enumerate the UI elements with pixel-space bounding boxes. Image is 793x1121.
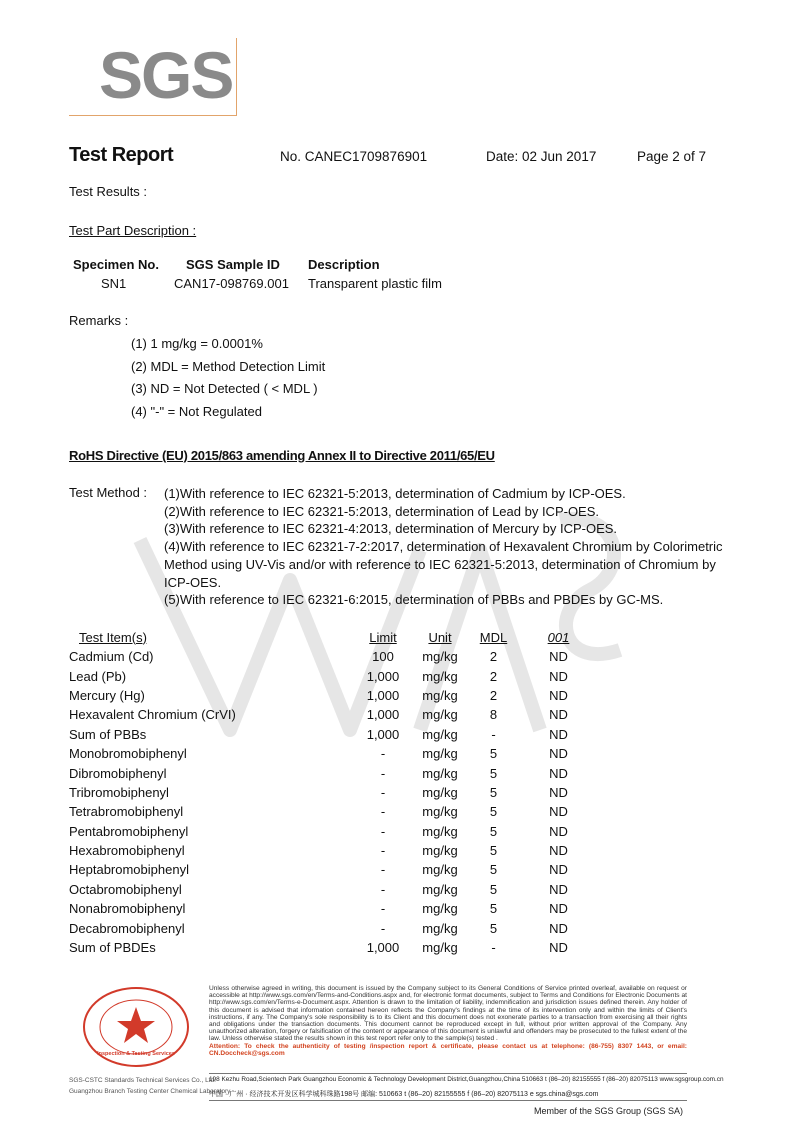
cell-mdl: 2 bbox=[489, 668, 498, 684]
terms-fine-print bbox=[209, 985, 687, 1057]
cell-limit: - bbox=[380, 746, 386, 762]
seal-text: Inspection & Testing Services bbox=[97, 1051, 175, 1057]
table-row bbox=[69, 744, 601, 763]
seal-caption-2: Guangzhou Branch Testing Center Chemical Laboratory bbox=[69, 1088, 231, 1095]
footer-divider bbox=[209, 1100, 687, 1101]
specimen-header-desc: Description bbox=[308, 257, 380, 272]
col-header-unit: Unit bbox=[428, 629, 452, 645]
cell-result-001: ND bbox=[549, 765, 568, 781]
specimen-sample-id: CAN17-098769.001 bbox=[174, 276, 289, 291]
cell-mdl: 5 bbox=[489, 843, 498, 859]
cell-result-001: ND bbox=[549, 862, 568, 878]
cell-limit: - bbox=[380, 862, 386, 878]
cell-test-item: Sum of PBBs bbox=[69, 726, 147, 742]
remark-item: (2) MDL = Method Detection Limit bbox=[131, 359, 326, 374]
cell-test-item: Lead (Pb) bbox=[69, 668, 127, 684]
cell-limit: 1,000 bbox=[366, 687, 400, 703]
cell-test-item: Tetrabromobiphenyl bbox=[69, 804, 184, 820]
address-chinese: 中国 · 广州 · 经济技术开发区科学城科珠路198号 邮编: 510663 t (86–20) 82155555 f (86–20) 82075113 e sgs.china@sgs.com bbox=[209, 1091, 599, 1098]
table-row bbox=[69, 802, 601, 821]
cell-result-001: ND bbox=[549, 784, 568, 800]
test-results-label: Test Results : bbox=[69, 184, 148, 199]
cell-limit: 1,000 bbox=[366, 668, 400, 684]
test-part-label: Test Part Description : bbox=[69, 223, 197, 238]
cell-limit: - bbox=[380, 901, 386, 917]
sgs-logo bbox=[69, 38, 237, 116]
cell-mdl: - bbox=[491, 726, 496, 742]
cell-limit: - bbox=[380, 784, 386, 800]
remarks-label: Remarks : bbox=[69, 313, 129, 328]
cell-mdl: 5 bbox=[489, 823, 498, 839]
cell-result-001: ND bbox=[549, 649, 568, 665]
cell-mdl: 5 bbox=[489, 881, 498, 897]
cell-result-001: ND bbox=[549, 920, 568, 936]
address-english: 198 Kezhu Road,Scientech Park Guangzhou Economic & Technology Development District,Guangzhou,China 510663 t (86–20) 82155555 f (86–20) 82075113 www.sgsgroup.com.cn bbox=[209, 1076, 724, 1083]
cell-unit: mg/kg bbox=[422, 901, 458, 917]
cell-unit: mg/kg bbox=[422, 784, 458, 800]
cell-result-001: ND bbox=[549, 901, 568, 917]
table-row bbox=[69, 705, 601, 724]
cell-unit: mg/kg bbox=[422, 668, 458, 684]
cell-result-001: ND bbox=[549, 940, 568, 956]
table-row bbox=[69, 686, 601, 705]
logo-text: SGS bbox=[99, 38, 233, 112]
cell-test-item: Nonabromobiphenyl bbox=[69, 901, 186, 917]
cell-mdl: 5 bbox=[489, 804, 498, 820]
cell-limit: - bbox=[380, 823, 386, 839]
cell-mdl: 2 bbox=[489, 649, 498, 665]
test-method-line: (3)With reference to IEC 62321-4:2013, determination of Mercury by ICP-OES. bbox=[164, 521, 618, 537]
table-row bbox=[69, 647, 601, 666]
cell-test-item: Dibromobiphenyl bbox=[69, 765, 167, 781]
test-method-line: (1)With reference to IEC 62321-5:2013, determination of Cadmium by ICP-OES. bbox=[164, 486, 626, 501]
cell-result-001: ND bbox=[549, 687, 568, 703]
cell-test-item: Sum of PBDEs bbox=[69, 940, 156, 956]
results-table bbox=[69, 627, 601, 957]
report-date: Date: 02 Jun 2017 bbox=[486, 149, 597, 164]
cell-limit: - bbox=[380, 920, 386, 936]
cell-unit: mg/kg bbox=[422, 726, 458, 742]
cell-mdl: - bbox=[491, 940, 496, 956]
cell-unit: mg/kg bbox=[422, 746, 458, 762]
cell-unit: mg/kg bbox=[422, 881, 458, 897]
cell-unit: mg/kg bbox=[422, 707, 458, 723]
cell-mdl: 5 bbox=[489, 746, 498, 762]
cell-mdl: 5 bbox=[489, 765, 498, 781]
test-method-line: Method using UV-Vis and/or with reference to IEC 62321-5:2013, determination of Chromium by bbox=[164, 556, 716, 572]
cell-test-item: Hexavalent Chromium (CrVI) bbox=[69, 707, 236, 723]
table-row bbox=[69, 860, 601, 879]
terms-text: Unless otherwise agreed in writing, this document is issued by the Company subject to its General Conditions of Service printed overleaf, available on request or accessible at http://www.sgs.com/en/Terms-and-Conditions.aspx and, for electronic format documents, subject to Terms and Conditions for Electronic Documents at http://www.sgs.com/en/Terms-e-Document.aspx. Attention is drawn to the limitation of liability, indemnification and jurisdiction issues defined therein. Any holder of this document is advised that information contained hereon reflects the Company's findings at the time of its intervention only and within the limits of Client's instructions, if any. The Company's sole responsibility is to its Client and this document does not exonerate parties to a transaction from exercising all their rights and obligations under the transaction documents. This document cannot be reproduced except in full, without prior written approval of the Company. Any unauthorized alteration, forgery or falsification of the content or appearance of this document is unlawful and offenders may be prosecuted to the fullest extent of the law. Unless otherwise stated the results shown in this test report refer only to the sample(s) tested . bbox=[209, 985, 687, 1043]
cell-mdl: 5 bbox=[489, 784, 498, 800]
cell-test-item: Mercury (Hg) bbox=[69, 687, 145, 703]
cell-limit: - bbox=[380, 843, 386, 859]
remark-item: (1) 1 mg/kg = 0.0001% bbox=[131, 336, 263, 351]
cell-result-001: ND bbox=[549, 881, 568, 897]
cell-mdl: 8 bbox=[489, 707, 498, 723]
cell-result-001: ND bbox=[549, 823, 568, 839]
cell-limit: 1,000 bbox=[366, 726, 400, 742]
logo-divider-vertical bbox=[236, 38, 237, 116]
specimen-header-no: Specimen No. bbox=[73, 257, 159, 272]
cell-limit: - bbox=[380, 804, 386, 820]
remark-item: (4) "-" = Not Regulated bbox=[131, 404, 262, 419]
test-method-line: (4)With reference to IEC 62321-7-2:2017, determination of Hexavalent Chromium by Colorimetric bbox=[164, 539, 723, 555]
specimen-no: SN1 bbox=[101, 276, 127, 291]
col-header-mdl: MDL bbox=[479, 629, 508, 645]
cell-unit: mg/kg bbox=[422, 843, 458, 859]
table-row bbox=[69, 880, 601, 899]
page-number: Page 2 of 7 bbox=[637, 149, 707, 164]
table-row bbox=[69, 666, 601, 685]
cell-test-item: Tribromobiphenyl bbox=[69, 784, 169, 800]
cell-result-001: ND bbox=[549, 707, 568, 723]
cell-mdl: 5 bbox=[489, 901, 498, 917]
table-row bbox=[69, 899, 601, 918]
cell-unit: mg/kg bbox=[422, 823, 458, 839]
col-header-limit: Limit bbox=[369, 629, 397, 645]
cell-unit: mg/kg bbox=[422, 687, 458, 703]
test-method-line: (2)With reference to IEC 62321-5:2013, determination of Lead by ICP-OES. bbox=[164, 503, 600, 519]
member-statement: Member of the SGS Group (SGS SA) bbox=[534, 1106, 684, 1116]
cell-result-001: ND bbox=[549, 746, 568, 762]
test-method-label: Test Method : bbox=[69, 485, 148, 500]
cell-test-item: Pentabromobiphenyl bbox=[69, 823, 189, 839]
cell-unit: mg/kg bbox=[422, 649, 458, 665]
cell-unit: mg/kg bbox=[422, 804, 458, 820]
footer-divider bbox=[209, 1073, 687, 1074]
cell-test-item: Hexabromobiphenyl bbox=[69, 843, 185, 859]
cell-unit: mg/kg bbox=[422, 920, 458, 936]
cell-limit: - bbox=[380, 765, 386, 781]
test-method-line: ICP-OES. bbox=[164, 574, 222, 590]
seal-caption-1: SGS-CSTC Standards Technical Services Co., Ltd. bbox=[69, 1077, 216, 1084]
results-header-row bbox=[69, 627, 601, 647]
rohs-section-title: RoHS Directive (EU) 2015/863 amending Annex II to Directive 2011/65/EU bbox=[69, 448, 495, 463]
cell-result-001: ND bbox=[549, 804, 568, 820]
cell-test-item: Decabromobiphenyl bbox=[69, 920, 185, 936]
cell-result-001: ND bbox=[549, 726, 568, 742]
cell-test-item: Octabromobiphenyl bbox=[69, 881, 182, 897]
table-row bbox=[69, 841, 601, 860]
col-header-test-item: Test Item(s) bbox=[79, 629, 147, 645]
cell-test-item: Cadmium (Cd) bbox=[69, 649, 154, 665]
test-method-list bbox=[164, 485, 723, 609]
report-number: No. CANEC1709876901 bbox=[280, 149, 428, 164]
cell-limit: 1,000 bbox=[366, 940, 400, 956]
cell-unit: mg/kg bbox=[422, 940, 458, 956]
specimen-description: Transparent plastic film bbox=[308, 276, 442, 291]
table-row bbox=[69, 822, 601, 841]
cell-limit: 1,000 bbox=[366, 707, 400, 723]
logo-divider-horizontal bbox=[69, 115, 237, 116]
authenticity-attention: Attention: To check the authenticity of testing /inspection report & certificate, please contact us at telephone: (86-755) 8307 1443, or email: CN.Doccheck@sgs.com bbox=[209, 1042, 687, 1057]
table-row bbox=[69, 938, 601, 957]
cell-test-item: Heptabromobiphenyl bbox=[69, 862, 189, 878]
table-row bbox=[69, 763, 601, 782]
cell-unit: mg/kg bbox=[422, 862, 458, 878]
cell-limit: - bbox=[380, 881, 386, 897]
cell-test-item: Monobromobiphenyl bbox=[69, 746, 187, 762]
cell-mdl: 5 bbox=[489, 920, 498, 936]
test-method-line: (5)With reference to IEC 62321-6:2015, determination of PBBs and PBDEs by GC-MS. bbox=[164, 592, 664, 608]
table-row bbox=[69, 783, 601, 802]
cell-mdl: 5 bbox=[489, 862, 498, 878]
col-header-sample-001: 001 bbox=[547, 629, 570, 645]
cell-result-001: ND bbox=[549, 843, 568, 859]
cell-result-001: ND bbox=[549, 668, 568, 684]
cell-mdl: 2 bbox=[489, 687, 498, 703]
table-row bbox=[69, 918, 601, 937]
specimen-header-id: SGS Sample ID bbox=[186, 257, 280, 272]
report-title: Test Report bbox=[69, 144, 174, 166]
remark-item: (3) ND = Not Detected ( < MDL ) bbox=[131, 381, 318, 396]
table-row bbox=[69, 725, 601, 744]
cell-limit: 100 bbox=[372, 649, 394, 665]
cell-unit: mg/kg bbox=[422, 765, 458, 781]
